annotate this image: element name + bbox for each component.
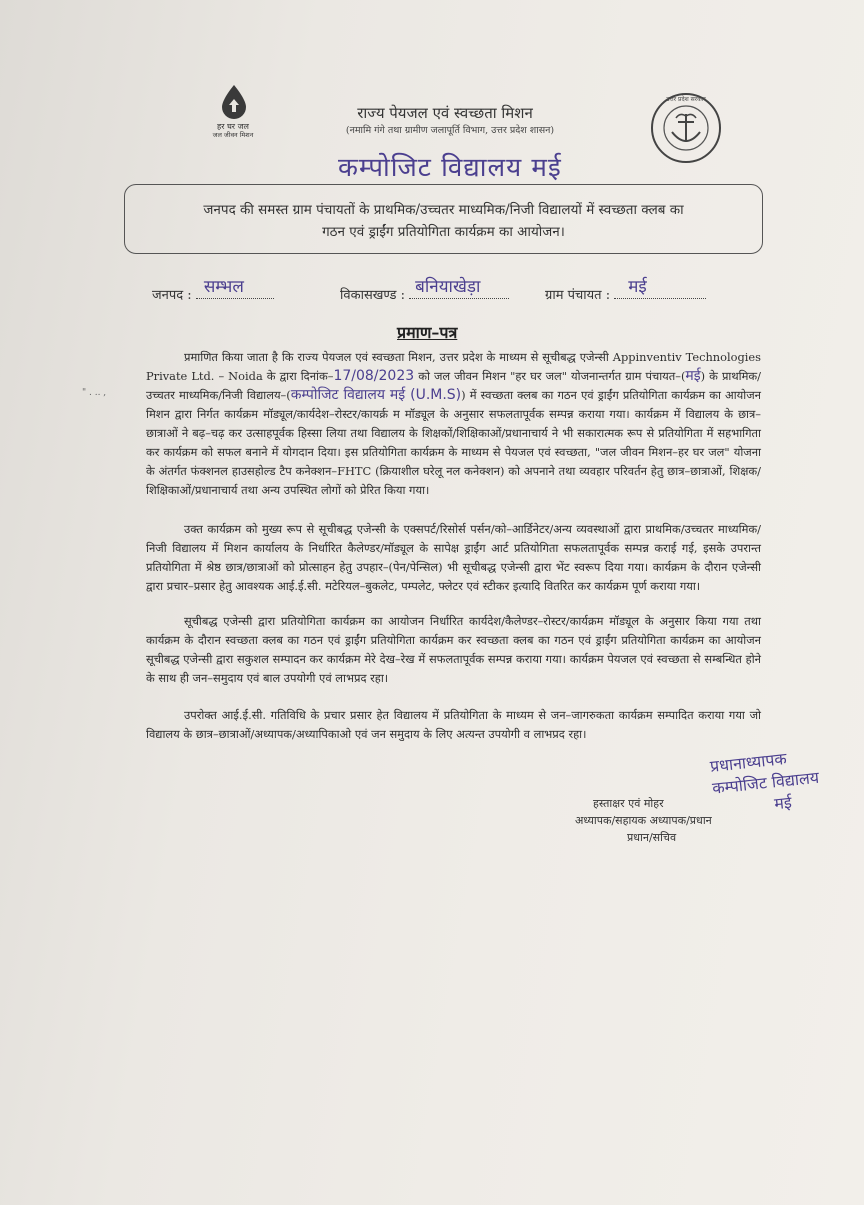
gram-panchayat-fill: मई: [685, 368, 701, 384]
stamp-line-1: प्रधानाध्यापक: [709, 748, 788, 776]
logo-caption-1: हर घर जल: [217, 122, 249, 131]
har-ghar-jal-logo: [203, 85, 263, 155]
signature-block: [575, 795, 735, 846]
block-value: बनियाखेड़ा: [415, 277, 481, 297]
district-field: [152, 277, 274, 303]
p1-text-d: ) में स्वच्छता क्लब का गठन एवं ड्राईंग प्रतियोगिता कार्यक्रम का आयोजन मिशन द्वारा निर्गत कार्यक्रम मॉड्यूल/कार्यदेश–रोस्टर/कायर्क्र म मॉड्यूल के अनुसार सफलतापूर्वक सम्पन्न कराया गया। कार्यक्रम में विद्यालय के छात्र–छात्राओं ने बढ़–चढ़ कर उत्साहपूर्वक हिस्सा लिया तथा विद्यालय के शिक्षकों/शिक्षिकाओं/प्रधानाचार्य ने भी सकारात्मक रूप से प्रतियोगिता में सहभागिता कर कार्यक्रम को सफल बनाने में योगदान दिया। इस प्रतियोगिता कार्यक्रम के माध्यम से पेयजल एवं स्वच्छता, "जल जीवन मिशन–हर घर जल" योजना के अंतर्गत फंक्शनल हाउसहोल्ड टैप कनेक्शन–FHTC (क्रियाशील घरेलू नल कनेक्शन) को अपनाने तथा व्यवहार परिवर्तन हेतु छात्र–छात्राओं, शिक्षक/शिक्षिकाओं/प्रधानाचार्य तथा अन्य उपस्थित लोगों को प्रेरित किया गया।: [146, 388, 762, 497]
p2-text: उक्त कार्यक्रम को मुख्य रूप से सूचीबद्ध एजेन्सी के एक्सपर्ट/रिसोर्स पर्सन/को–आर्डिनेटर/अन्य व्यवस्थाओं द्वारा प्राथमिक/उच्चतर माध्यमिक/निजी विद्यालय में मिशन कार्यालय के निर्धारित कैलेण्डर/मॉड्यूल के सापेक्ष ड्राईंग आर्ट प्रतियोगिता सफलतापूर्वक सम्पन्न कराई गई, इसके उपरान्त प्रतियोगिता में श्रेष्ठ छात्र/छात्राओं को प्रोत्साहन हेतु उपहार–(पेन/पेन्सिल) भी सूचीबद्ध एजेन्सी द्वारा भेंट स्वरूप दिया गया। कार्यक्रम के दौरान एजेन्सी द्वारा प्रचार–प्रसार हेतु आवश्यक आई.ई.सी. मटेरियल–बुकलेट, पम्पलेट, फ्लेटर एवं स्टीकर इत्यादि वितरित कर कार्यक्रम पूर्ण कराया गया।: [146, 522, 761, 593]
logo-caption-2: जल जीवन मिशन: [212, 131, 254, 139]
subject-banner: [124, 184, 763, 254]
panchayat-label: ग्राम पंचायत :: [545, 288, 611, 303]
stamp-line-2: कम्पोजिट विद्यालय: [711, 767, 820, 798]
paragraph-1: [146, 348, 761, 500]
mission-subtitle: (नमामि गंगे तथा ग्रामीण जलापूर्ति विभाग, उत्तर प्रदेश शासन): [345, 125, 555, 136]
signature-designation: अध्यापक/सहायक अध्यापक/प्रधान: [575, 814, 712, 827]
p4-text: उपरोक्त आई.ई.सी. गतिविधि के प्रचार प्रसार हेत विद्यालय में प्रतियोगिता के माध्यम से जन–जागरुकता कार्यक्रम सम्पादित कराया गया जो विद्यालय के छात्र–छात्राओं/अध्यापक/अध्यापिकाओ एवं जन समुदाय के लिए अत्यन्त उपयोगी व लाभप्रद रहा।: [146, 708, 761, 741]
paragraph-4: [146, 706, 761, 744]
panchayat-field: [545, 277, 706, 303]
banner-line-1: जनपद की समस्त ग्राम पंचायतों के प्राथमिक/उच्चतर माध्यमिक/निजी विद्यालयों में स्वच्छता क्लब का: [203, 202, 684, 218]
signature-role: प्रधान/सचिव: [627, 831, 677, 844]
district-value: सम्भल: [203, 277, 244, 297]
district-label: जनपद :: [152, 288, 192, 303]
stamp-line-3: मई: [773, 792, 793, 814]
event-date: 17/08/2023: [333, 368, 415, 384]
p3-text: सूचीबद्ध एजेन्सी द्वारा प्रतियोगिता कार्यक्रम का आयोजन निर्धारित कार्यदेश/कैलेण्डर–रोस्टर/कार्यक्रम मॉड्यूल के अनुसार किया गया तथा कार्यक्रम के दौरान स्वच्छता क्लब का गठन एवं ड्राईंग प्रतियोगिता कार्यक्रम कर स्वच्छता क्लब का गठन एवं ड्राईंग प्रतियोगिता कार्यक्रम का आयोजन सूचीबद्ध एजेन्सी द्वारा सकुशल सम्पादन कर कार्यक्रम मेरे देख–रेख में सफलतापूर्वक सम्पन्न कराया गया। कार्यक्रम पेयजल एवं स्वच्छता से सम्बन्धित होने के साथ ही जन–समुदाय एवं बाल उपयोगी एवं लाभप्रद रहा।: [146, 614, 761, 685]
p1-text-b: को जल जीवन मिशन "हर घर जल" योजनान्तर्गत ग्राम पंचायत–(: [414, 369, 686, 383]
panchayat-value: मई: [628, 277, 647, 297]
mission-title: राज्य पेयजल एवं स्वच्छता मिशन: [357, 104, 533, 122]
block-field: [340, 277, 509, 303]
signature-label: हस्ताक्षर एवं मोहर: [593, 797, 664, 810]
seal-text: उत्तर प्रदेश सरकार: [666, 96, 706, 103]
paragraph-2: [146, 520, 761, 596]
p1-text-a: प्रमाणित किया जाता है कि राज्य पेयजल एवं स्वच्छता मिशन, उत्तर प्रदेश के माध्यम से सूचीबद्ध एजेन्सी Appinventiv Technologies Private Ltd. – Noida के द्वारा दिनांक–: [146, 350, 761, 383]
paragraph-3: [146, 612, 761, 688]
banner-line-2: गठन एवं ड्राईंग प्रतियोगिता कार्यक्रम का आयोजन।: [322, 224, 565, 240]
school-fill: कम्पोजिट विद्यालय मई (U.M.S): [290, 387, 462, 403]
water-drop-icon: [220, 85, 248, 119]
certificate-title: प्रमाण–पत्र: [397, 323, 458, 342]
school-name-handwritten: कम्पोजिट विद्यालय मई: [338, 153, 562, 183]
p1-text-c: ) के प्राथमिक/उच्चतर माध्यमिक/निजी विद्यालय–(: [146, 369, 761, 402]
margin-mark: " . .. ,: [82, 388, 107, 398]
block-label: विकासखण्ड :: [340, 288, 406, 303]
up-government-seal: [650, 92, 722, 164]
